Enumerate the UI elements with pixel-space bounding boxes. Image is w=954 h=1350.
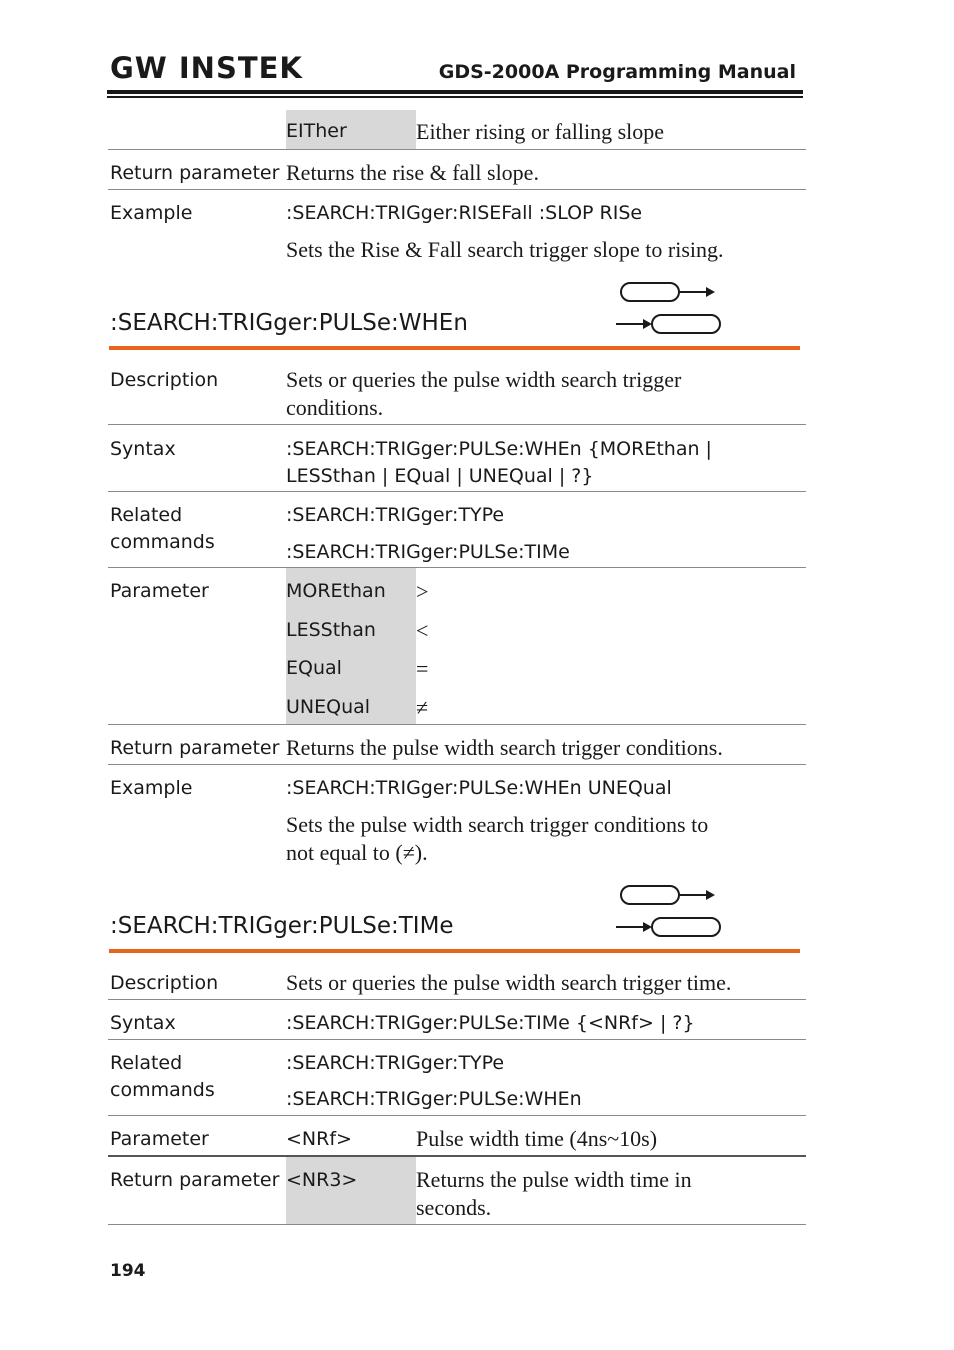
return-parameter-value: Returns the rise & fall slope. xyxy=(286,160,539,185)
param-either-desc: Either rising or falling slope xyxy=(416,119,665,144)
related-command-1: :SEARCH:TRIGger:TYPe xyxy=(286,504,505,526)
description-line-2: conditions. xyxy=(286,395,384,420)
row-divider xyxy=(108,1115,806,1116)
row-divider xyxy=(108,1155,806,1157)
param-name: <NRf> xyxy=(286,1128,352,1150)
syntax-line-1: :SEARCH:TRIGger:PULSe:WHEn {MOREthan | xyxy=(286,438,712,460)
section-rule xyxy=(109,346,800,350)
param-name: MOREthan xyxy=(286,580,386,602)
return-parameter-label: Return parameter xyxy=(110,162,280,184)
example-command: :SEARCH:TRIGger:RISEFall :SLOP RISe xyxy=(286,202,643,224)
related-command-1: :SEARCH:TRIGger:TYPe xyxy=(286,1052,505,1074)
section-title-pulse-when: :SEARCH:TRIGger:PULSe:WHEn xyxy=(110,310,468,336)
row-divider xyxy=(108,1224,806,1225)
manual-title: GDS-2000A Programming Manual xyxy=(438,61,796,83)
return-description-line-1: Returns the pulse width time in xyxy=(416,1167,692,1192)
row-divider xyxy=(108,424,806,425)
description-label: Description xyxy=(110,972,219,994)
row-divider xyxy=(108,189,806,190)
return-parameter-label: Return parameter xyxy=(110,737,280,759)
related-command-2: :SEARCH:TRIGger:PULSe:WHEn xyxy=(286,1088,582,1110)
parameter-label: Parameter xyxy=(110,1128,209,1150)
row-divider xyxy=(108,567,806,568)
syntax-line-2: LESSthan | EQual | UNEQual | ?} xyxy=(286,465,594,487)
description: Sets or queries the pulse width search trigger time. xyxy=(286,970,732,995)
description-label: Description xyxy=(110,369,219,391)
syntax-label: Syntax xyxy=(110,1012,176,1034)
return-parameter-label: Return parameter xyxy=(110,1169,280,1191)
row-divider xyxy=(108,491,806,492)
set-query-icon xyxy=(614,280,724,338)
row-divider xyxy=(108,149,806,150)
example-description-line-1: Sets the pulse width search trigger conditions to xyxy=(286,812,709,837)
row-divider xyxy=(108,724,806,725)
example-description-line-2: not equal to (≠). xyxy=(286,840,428,865)
return-parameter-value: Returns the pulse width search trigger conditions. xyxy=(286,735,723,760)
example-description: Sets the Rise & Fall search trigger slope to rising. xyxy=(286,237,724,262)
row-divider xyxy=(108,999,806,1000)
syntax: :SEARCH:TRIGger:PULSe:TIMe {<NRf> | ?} xyxy=(286,1012,695,1034)
row-divider xyxy=(108,1039,806,1040)
brand-logo: GW INSTEK xyxy=(110,51,303,85)
header-rule-thin xyxy=(107,96,803,98)
related-commands-label-2: commands xyxy=(110,1079,215,1101)
param-name: EQual xyxy=(286,657,342,679)
related-commands-label-1: Related xyxy=(110,504,183,526)
page-number: 194 xyxy=(110,1261,146,1281)
example-label: Example xyxy=(110,202,193,224)
return-description-line-2: seconds. xyxy=(416,1195,492,1220)
param-value: > xyxy=(416,579,429,604)
param-value: < xyxy=(416,618,429,643)
set-query-icon xyxy=(614,883,724,941)
section-rule xyxy=(109,949,800,953)
description-line-1: Sets or queries the pulse width search trigger xyxy=(286,367,682,392)
syntax-label: Syntax xyxy=(110,438,176,460)
param-name: LESSthan xyxy=(286,619,376,641)
related-commands-label-2: commands xyxy=(110,531,215,553)
param-name: UNEQual xyxy=(286,696,371,718)
parameter-label: Parameter xyxy=(110,580,209,602)
param-either: EITher xyxy=(286,120,347,142)
param-value: = xyxy=(416,656,429,681)
example-label: Example xyxy=(110,777,193,799)
param-description: Pulse width time (4ns~10s) xyxy=(416,1126,658,1151)
section-title-pulse-time: :SEARCH:TRIGger:PULSe:TIMe xyxy=(110,913,454,939)
row-divider xyxy=(108,764,806,765)
return-name: <NR3> xyxy=(286,1169,358,1191)
example-command: :SEARCH:TRIGger:PULSe:WHEn UNEQual xyxy=(286,777,672,799)
param-value: ≠ xyxy=(416,695,429,720)
related-command-2: :SEARCH:TRIGger:PULSe:TIMe xyxy=(286,541,570,563)
header-rule xyxy=(107,90,803,94)
related-commands-label-1: Related xyxy=(110,1052,183,1074)
